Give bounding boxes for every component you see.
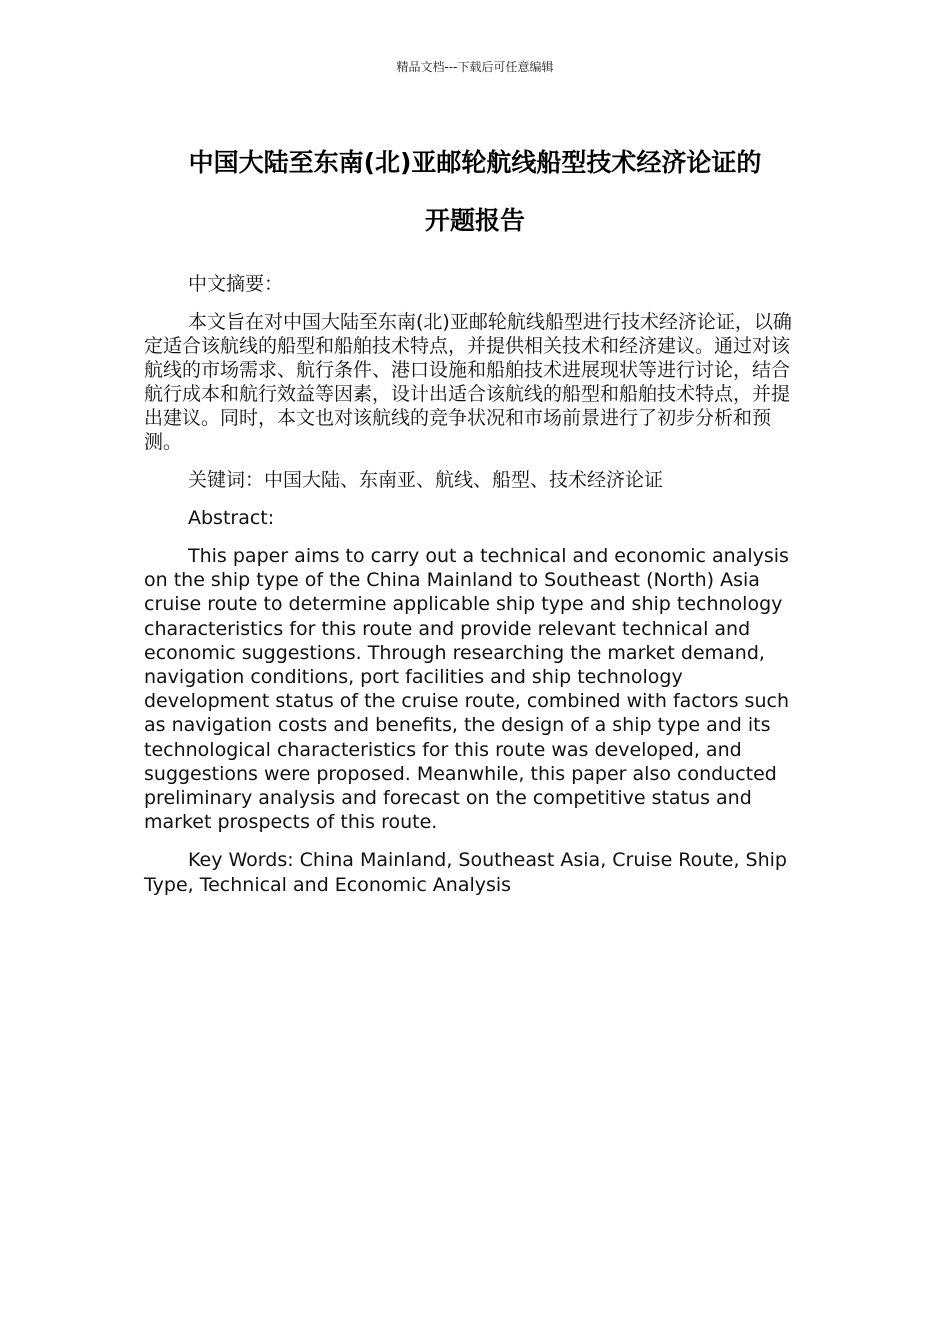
- document-body: [144, 272, 806, 911]
- title-line-1: 中国大陆至东南(北)亚邮轮航线船型技术经济论证的: [188, 148, 762, 177]
- header-note: 精品文档---下载后可任意编辑: [396, 60, 554, 74]
- cn-abstract-body: 本文旨在对中国大陆至东南(北)亚邮轮航线船型进行技术经济论证，以确定适合该航线的船型和船舶技术特点，并提供相关技术和经济建议。通过对该航线的市场需求、航行条件、港口设施和船舶技术进展现状等进行讨论，结合航行成本和航行效益等因素，设计出适合该航线的船型和船舶技术特点，并提出建议。同时，本文也对该航线的竞争状况和市场前景进行了初步分析和预测。: [144, 311, 792, 453]
- en-keywords: Key Words: China Mainland, Southeast Asia, Cruise Route, Ship Type, Technical and Economic Analysis: [144, 849, 787, 896]
- title-line-2: 开题报告: [424, 206, 525, 235]
- cn-abstract-label: 中文摘要：: [188, 273, 284, 295]
- document-title: [120, 134, 830, 250]
- en-abstract-label: Abstract:: [188, 507, 275, 529]
- cn-keywords: 关键词：中国大陆、东南亚、航线、船型、技术经济论证: [188, 469, 664, 491]
- en-abstract-body: This paper aims to carry out a technical and economic analysis on the ship type of the China Mainland to Southeast (North) Asia cruise route to determine applicable ship type and ship technology characteristics for this route and provide relevant technical and economic suggestions. Through researching the market demand, navigation conditions, port facilities and ship technology development status of the cruise route, combined with factors such as navigation costs and benefits, the design of a ship type and its technological characteristics for this route was developed, and suggestions were proposed. Meanwhile, this paper also conducted preliminary analysis and forecast on the competitive status and market prospects of this route.: [144, 545, 789, 834]
